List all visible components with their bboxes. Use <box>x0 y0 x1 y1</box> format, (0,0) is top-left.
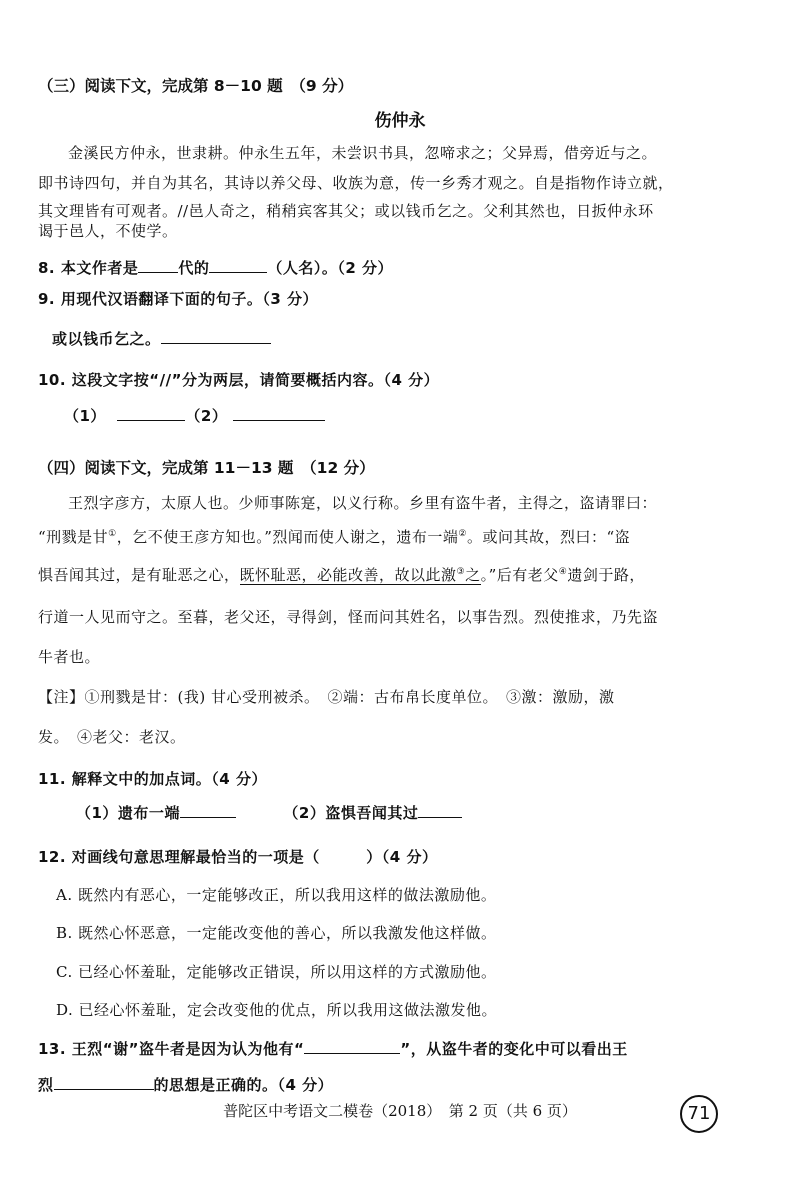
section4-heading: （四）阅读下文，完成第 11－13 题 （12 分） <box>38 459 375 477</box>
s4-p3-ul: 既怀耻恶，必能改善，故以此激 <box>239 566 457 584</box>
q11-item-2: （2）盗惧吾闻其过 <box>283 804 419 822</box>
q13-part-c: 烈 <box>38 1076 54 1094</box>
q8-blank-2[interactable] <box>209 258 267 273</box>
q10-blank-2[interactable] <box>233 406 325 421</box>
question-10-answers <box>64 405 325 426</box>
question-8 <box>38 257 393 278</box>
s4-passage-line-5: 牛者也。 <box>38 648 101 666</box>
passage-line-2: 即书诗四句，并自为其名，其诗以养父母、收族为意，传一乡秀才观之。自是指物作诗立就， <box>38 174 674 192</box>
footnote-marker-4: ④ <box>558 567 568 577</box>
q9-sentence-text: 或以钱币乞之。 <box>52 330 161 348</box>
footnote-marker-2: ② <box>458 529 467 539</box>
question-11-items <box>76 802 462 823</box>
q10-label-2: （2） <box>185 407 228 425</box>
option-c[interactable]: C. 已经心怀羞耻，定能够改正错误，所以用这样的方式激励他。 <box>56 963 497 981</box>
section3-heading: （三）阅读下文，完成第 8－10 题 （9 分） <box>38 77 354 95</box>
page-footer: 普陀区中考语文二模卷（2018） 第 2 页（共 6 页） <box>223 1102 577 1120</box>
question-10: 10. 这段文字按“//”分为两层，请简要概括内容。（4 分） <box>38 371 440 389</box>
option-b[interactable]: B. 既然心怀恶意，一定能改变他的善心，所以我激发他这样做。 <box>56 924 497 942</box>
question-9: 9. 用现代汉语翻译下面的句子。（3 分） <box>38 290 319 308</box>
q13-blank-2[interactable] <box>54 1075 154 1090</box>
s4-p3-a: 惧吾闻其过，是有耻恶之心， <box>38 566 240 584</box>
q13-part-a: 13. 王烈“谢”盗牛者是因为认为他有“ <box>38 1040 305 1058</box>
question-12: 12. 对画线句意思理解最恰当的一项是（ ）（4 分） <box>38 848 438 866</box>
q13-part-b: ”，从盗牛者的变化中可以看出王 <box>400 1040 628 1058</box>
s4-p3-d: 遗剑于路， <box>567 566 645 584</box>
q11-item-1: （1）遗布一端 <box>76 804 180 822</box>
q10-label-1: （1） <box>64 407 106 425</box>
passage-line-1: 金溪民方仲永，世隶耕。仲永生五年，未尝识书具，忽啼求之；父异焉，借旁近与之。 <box>68 144 658 162</box>
s4-p3-c: 。”后有老父 <box>480 566 559 584</box>
q11-blank-1[interactable] <box>180 803 236 818</box>
notes-line-2: 发。 ④老父：老汉。 <box>38 728 186 746</box>
s4-passage-line-1: 王烈字彦方，太原人也。少师事陈寔，以义行称。乡里有盗牛者，主得之，盗请罪曰： <box>68 494 658 512</box>
s4-passage-line-4: 行道一人见而守之。至暮，老父还，寻得剑，怪而问其姓名，以事告烈。烈使推求，乃先盗 <box>38 608 659 626</box>
s4-p3-b: 之 <box>465 566 481 584</box>
q9-blank[interactable] <box>161 329 271 344</box>
passage-title: 伤仲永 <box>374 111 426 131</box>
passage-line-4: 谒于邑人，不使学。 <box>38 222 178 240</box>
underlined-sentence <box>240 566 481 585</box>
s4-p2-a: “刑戮是甘 <box>38 528 109 546</box>
question-13-line-2 <box>38 1074 333 1095</box>
option-a[interactable]: A. 既然内有恶心，一定能够改正，所以我用这样的做法激励他。 <box>56 886 497 904</box>
q8-part-c: （人名）。（2 分） <box>267 259 394 277</box>
question-11: 11. 解释文中的加点词。（4 分） <box>38 770 267 788</box>
question-9-sentence <box>52 328 271 349</box>
passage-line-3: 其文理皆有可观者。//邑人奇之，稍稍宾客其父；或以钱币乞之。父利其然也，日扳仲永环 <box>38 202 654 220</box>
notes-line-1: 【注】①刑戮是甘：(我) 甘心受刑被杀。 ②端：古布帛长度单位。 ③激：激励，激 <box>38 688 615 706</box>
q11-blank-2[interactable] <box>418 803 462 818</box>
s4-passage-line-2 <box>38 526 630 547</box>
q10-blank-1[interactable] <box>117 406 185 421</box>
option-d[interactable]: D. 已经心怀羞耻，定会改变他的优点，所以我用这做法激发他。 <box>56 1001 498 1019</box>
footnote-marker-1: ① <box>108 529 117 539</box>
s4-passage-line-3 <box>38 564 645 585</box>
question-13-line-1 <box>38 1038 628 1059</box>
q8-part-b: 代的 <box>178 259 210 277</box>
circled-page-number: 71 <box>680 1095 718 1133</box>
q13-part-d: 的思想是正确的。（4 分） <box>153 1076 334 1094</box>
q8-part-a: 8. 本文作者是 <box>38 259 139 277</box>
q13-blank-1[interactable] <box>304 1039 400 1054</box>
s4-p2-b: ，乞不使王彦方知也。”烈闻而使人谢之，遗布一端 <box>116 528 459 546</box>
q8-blank-1[interactable] <box>138 258 178 273</box>
footnote-marker-3: ③ <box>456 567 466 577</box>
s4-p2-c: 。或问其故，烈曰：“盗 <box>467 528 631 546</box>
